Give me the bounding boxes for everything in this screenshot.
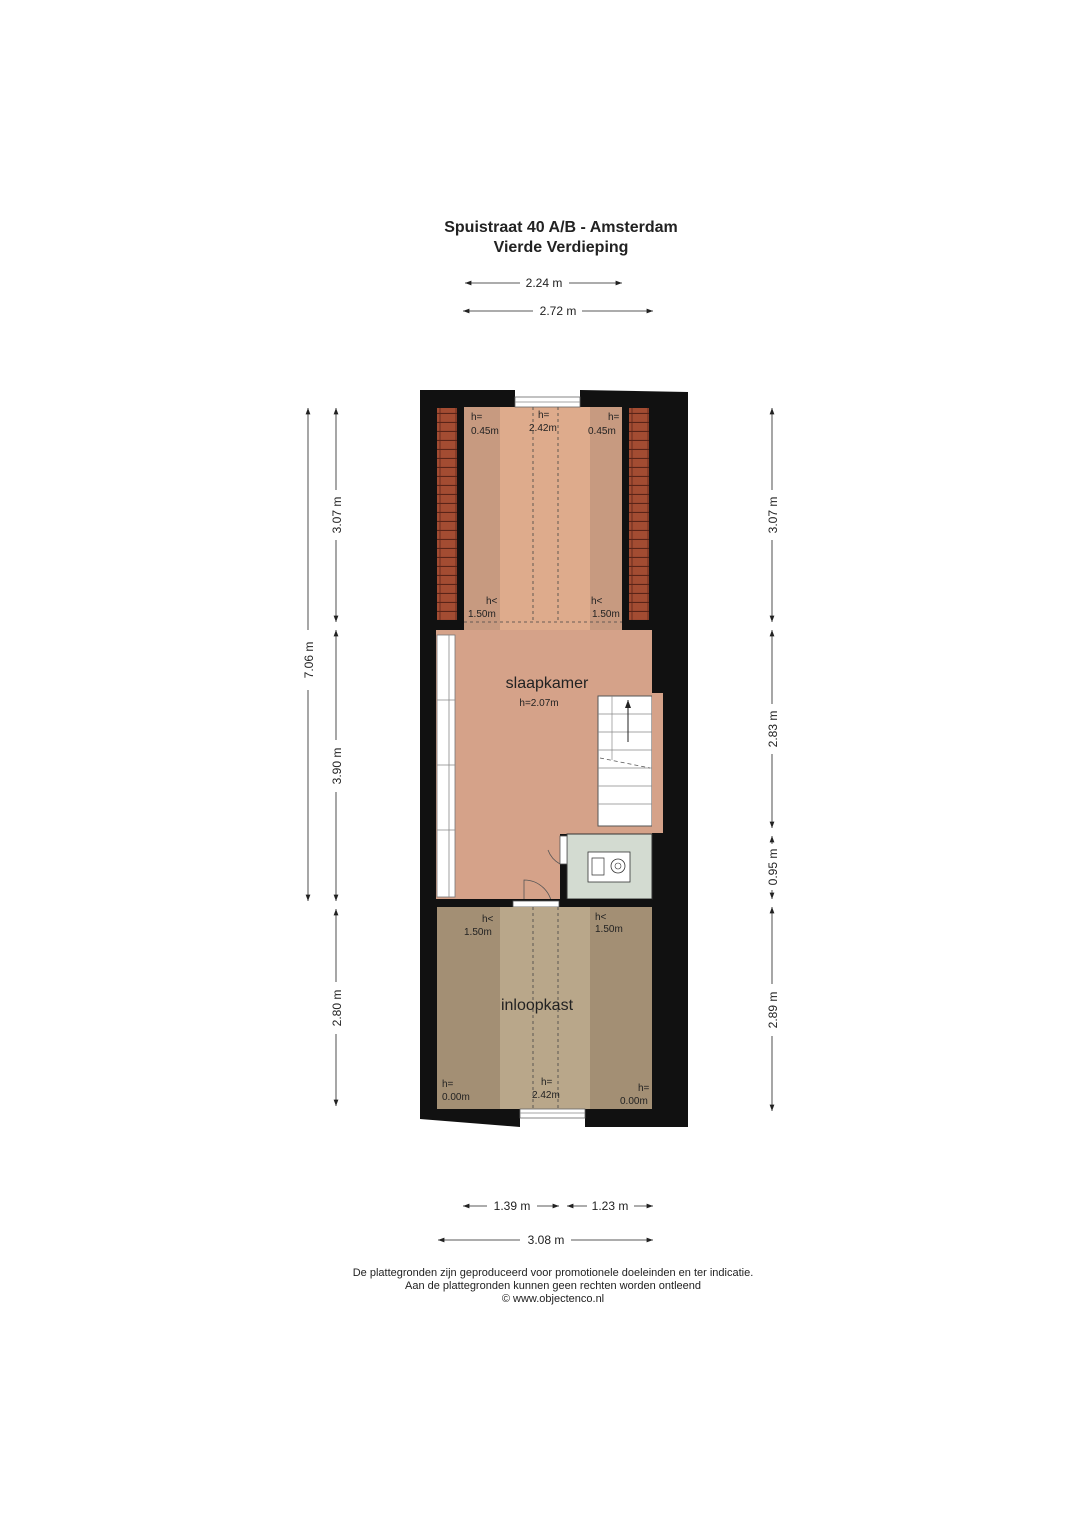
svg-text:1.23 m: 1.23 m bbox=[591, 1199, 629, 1213]
height-label: h< 1.50m bbox=[464, 914, 494, 938]
svg-text:2.80 m: 2.80 m bbox=[330, 989, 344, 1027]
room-label-slaapkamer: slaapkamer bbox=[505, 675, 589, 692]
height-label: h= 0.45m bbox=[588, 412, 620, 437]
inloopkast-slope-right bbox=[590, 907, 652, 1109]
copyright-line: © www.objectenco.nl bbox=[501, 1293, 605, 1305]
svg-text:3.07 m: 3.07 m bbox=[766, 496, 780, 534]
svg-text:3.90 m: 3.90 m bbox=[330, 747, 344, 785]
dim-left-top bbox=[330, 408, 344, 622]
height-label: h= 0.00m bbox=[442, 1079, 470, 1103]
height-label: h= 2.42m bbox=[529, 410, 557, 434]
dim-right-middle bbox=[766, 630, 780, 828]
height-label: h= 0.45m bbox=[471, 412, 499, 437]
disclaimer-line-1: De plattegronden zijn geproduceerd voor promotionele doeleinden en ter indicatie. bbox=[352, 1267, 754, 1279]
dim-left-bottom bbox=[330, 909, 344, 1106]
height-label: h< 1.50m bbox=[595, 912, 623, 935]
svg-text:2.89 m: 2.89 m bbox=[766, 991, 780, 1029]
dim-bottom-left bbox=[463, 1199, 559, 1213]
svg-text:1.39 m: 1.39 m bbox=[493, 1199, 531, 1213]
window-left bbox=[437, 635, 455, 897]
dim-top-inner bbox=[465, 276, 622, 290]
dim-right-bottom bbox=[766, 907, 780, 1111]
staircase bbox=[598, 696, 652, 826]
dim-right-small bbox=[766, 836, 780, 899]
window-bottom bbox=[520, 1109, 585, 1118]
svg-text:2.72 m: 2.72 m bbox=[539, 304, 577, 318]
height-label: h= 0.00m bbox=[620, 1083, 650, 1107]
height-label: h= 2.42m bbox=[532, 1077, 560, 1101]
svg-text:2.24 m: 2.24 m bbox=[525, 276, 563, 290]
dim-bottom-total bbox=[438, 1233, 653, 1247]
svg-text:2.83 m: 2.83 m bbox=[766, 710, 780, 748]
height-label: h< 1.50m bbox=[468, 596, 498, 620]
dim-right-top bbox=[766, 408, 780, 622]
svg-text:3.08 m: 3.08 m bbox=[527, 1233, 565, 1247]
dim-left-middle bbox=[330, 630, 344, 901]
dim-left-total bbox=[302, 408, 316, 901]
floor-subtitle: Vierde Verdieping bbox=[493, 239, 629, 256]
dim-top-outer bbox=[463, 304, 653, 318]
room-height-slaapkamer: h=2.07m bbox=[519, 698, 559, 709]
roof-tiles-right bbox=[629, 408, 649, 620]
svg-text:0.95 m: 0.95 m bbox=[766, 848, 780, 886]
plan-title: Spuistraat 40 A/B - Amsterdam bbox=[444, 219, 678, 236]
height-label: h< 1.50m bbox=[591, 596, 620, 620]
disclaimer-line-2: Aan de plattegronden kunnen geen rechten worden ontleend bbox=[404, 1280, 701, 1292]
room-label-inloopkast: inloopkast bbox=[500, 997, 574, 1014]
svg-text:7.06 m: 7.06 m bbox=[302, 641, 316, 679]
svg-text:3.07 m: 3.07 m bbox=[330, 496, 344, 534]
dim-bottom-right bbox=[567, 1199, 653, 1213]
roof-tiles-left bbox=[437, 408, 457, 620]
